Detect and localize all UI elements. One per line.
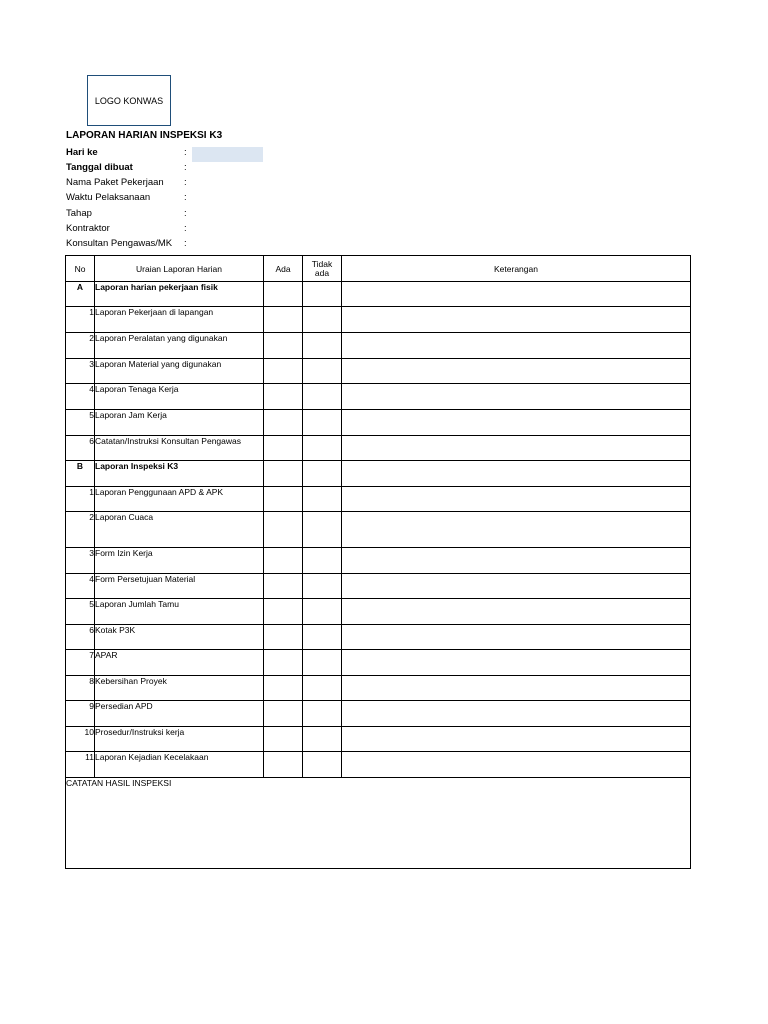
table-row bbox=[66, 436, 691, 461]
row-label: Kebersihan Proyek bbox=[95, 676, 264, 701]
row-label: Form Izin Kerja bbox=[95, 548, 264, 574]
keterangan-cell[interactable] bbox=[342, 436, 691, 461]
ada-cell[interactable] bbox=[264, 333, 303, 359]
header-tidak-line1: Tidak bbox=[311, 258, 333, 269]
row-no: 1 bbox=[66, 487, 95, 512]
keterangan-cell[interactable] bbox=[342, 650, 691, 676]
row-no: 2 bbox=[66, 512, 95, 548]
tidak-ada-cell[interactable] bbox=[303, 727, 342, 752]
table-row bbox=[66, 487, 691, 512]
row-no: 3 bbox=[66, 548, 95, 574]
table-row bbox=[66, 307, 691, 333]
tidak-ada-cell[interactable] bbox=[303, 487, 342, 512]
keterangan-cell[interactable] bbox=[342, 461, 691, 487]
ada-cell[interactable] bbox=[264, 701, 303, 727]
row-no: 7 bbox=[66, 650, 95, 676]
row-label: Laporan Inspeksi K3 bbox=[95, 461, 264, 487]
field-label-hari-ke: Hari ke bbox=[66, 147, 98, 158]
tidak-ada-cell[interactable] bbox=[303, 701, 342, 727]
table-row bbox=[66, 410, 691, 436]
row-no: 11 bbox=[66, 752, 95, 778]
header-no: No bbox=[66, 256, 95, 282]
ada-cell[interactable] bbox=[264, 625, 303, 650]
ada-cell[interactable] bbox=[264, 650, 303, 676]
table-row bbox=[66, 752, 691, 778]
row-no: 3 bbox=[66, 359, 95, 384]
report-title: LAPORAN HARIAN INSPEKSI K3 bbox=[66, 130, 223, 141]
table-row bbox=[66, 574, 691, 599]
row-no: 5 bbox=[66, 599, 95, 625]
row-label: Prosedur/Instruksi kerja bbox=[95, 727, 264, 752]
field-label-kontraktor: Kontraktor bbox=[66, 223, 110, 234]
tidak-ada-cell[interactable] bbox=[303, 333, 342, 359]
logo-text: LOGO KONWAS bbox=[94, 95, 164, 106]
row-no: 4 bbox=[66, 384, 95, 410]
row-label: Catatan/Instruksi Konsultan Pengawas bbox=[95, 436, 264, 461]
field-colon: : bbox=[184, 162, 187, 173]
ada-cell[interactable] bbox=[264, 548, 303, 574]
tidak-ada-cell[interactable] bbox=[303, 574, 342, 599]
ada-cell[interactable] bbox=[264, 384, 303, 410]
table-row bbox=[66, 548, 691, 574]
row-label: Laporan Tenaga Kerja bbox=[95, 384, 264, 410]
header-tidak-line2: ada bbox=[314, 267, 330, 278]
ada-cell[interactable] bbox=[264, 752, 303, 778]
field-colon: : bbox=[184, 192, 187, 203]
field-label-waktu-pelaksanaan: Waktu Pelaksanaan bbox=[66, 192, 151, 203]
ada-cell[interactable] bbox=[264, 574, 303, 599]
keterangan-cell[interactable] bbox=[342, 282, 691, 307]
notes-cell[interactable] bbox=[66, 778, 691, 869]
row-label: APAR bbox=[95, 650, 264, 676]
header-tidak-ada bbox=[303, 256, 342, 282]
field-colon: : bbox=[184, 177, 187, 188]
row-no: 1 bbox=[66, 307, 95, 333]
tidak-ada-cell[interactable] bbox=[303, 625, 342, 650]
ada-cell[interactable] bbox=[264, 436, 303, 461]
ada-cell[interactable] bbox=[264, 307, 303, 333]
tidak-ada-cell[interactable] bbox=[303, 436, 342, 461]
keterangan-cell[interactable] bbox=[342, 676, 691, 701]
row-label: Laporan Jam Kerja bbox=[95, 410, 264, 436]
keterangan-cell[interactable] bbox=[342, 512, 691, 548]
header-ada: Ada bbox=[264, 256, 303, 282]
keterangan-cell[interactable] bbox=[342, 727, 691, 752]
ada-cell[interactable] bbox=[264, 676, 303, 701]
notes-label: CATATAN HASIL INSPEKSI bbox=[66, 778, 172, 788]
keterangan-cell[interactable] bbox=[342, 701, 691, 727]
tidak-ada-cell[interactable] bbox=[303, 307, 342, 333]
tidak-ada-cell[interactable] bbox=[303, 410, 342, 436]
row-label: Laporan Kejadian Kecelakaan bbox=[95, 752, 264, 778]
table-row bbox=[66, 650, 691, 676]
ada-cell[interactable] bbox=[264, 599, 303, 625]
row-no: 9 bbox=[66, 701, 95, 727]
field-label-tanggal-dibuat: Tanggal dibuat bbox=[66, 162, 133, 173]
row-no: 6 bbox=[66, 625, 95, 650]
table-row bbox=[66, 701, 691, 727]
notes-row bbox=[66, 778, 691, 869]
hari-ke-input-cell[interactable] bbox=[192, 147, 263, 162]
tidak-ada-cell[interactable] bbox=[303, 752, 342, 778]
tidak-ada-cell[interactable] bbox=[303, 599, 342, 625]
tidak-ada-cell[interactable] bbox=[303, 282, 342, 307]
row-label: Laporan Jumlah Tamu bbox=[95, 599, 264, 625]
ada-cell[interactable] bbox=[264, 487, 303, 512]
header-keterangan: Keterangan bbox=[342, 256, 691, 282]
keterangan-cell[interactable] bbox=[342, 548, 691, 574]
keterangan-cell[interactable] bbox=[342, 599, 691, 625]
tidak-ada-cell[interactable] bbox=[303, 512, 342, 548]
ada-cell[interactable] bbox=[264, 512, 303, 548]
field-label-tahap: Tahap bbox=[66, 208, 92, 219]
tidak-ada-cell[interactable] bbox=[303, 461, 342, 487]
ada-cell[interactable] bbox=[264, 359, 303, 384]
field-colon: : bbox=[184, 223, 187, 234]
row-label: Laporan Material yang digunakan bbox=[95, 359, 264, 384]
keterangan-cell[interactable] bbox=[342, 333, 691, 359]
keterangan-cell[interactable] bbox=[342, 359, 691, 384]
table-row bbox=[66, 625, 691, 650]
logo-placeholder bbox=[87, 75, 171, 126]
ada-cell[interactable] bbox=[264, 282, 303, 307]
table-row bbox=[66, 727, 691, 752]
row-no: B bbox=[66, 461, 95, 487]
table-row bbox=[66, 333, 691, 359]
tidak-ada-cell[interactable] bbox=[303, 676, 342, 701]
field-label-konsultan: Konsultan Pengawas/MK bbox=[66, 238, 173, 249]
row-label: Form Persetujuan Material bbox=[95, 574, 264, 599]
keterangan-cell[interactable] bbox=[342, 487, 691, 512]
table-row bbox=[66, 384, 691, 410]
ada-cell[interactable] bbox=[264, 461, 303, 487]
tidak-ada-cell[interactable] bbox=[303, 384, 342, 410]
field-colon: : bbox=[184, 208, 187, 219]
ada-cell[interactable] bbox=[264, 727, 303, 752]
tidak-ada-cell[interactable] bbox=[303, 650, 342, 676]
row-label: Laporan Cuaca bbox=[95, 512, 264, 548]
table-row bbox=[66, 359, 691, 384]
keterangan-cell[interactable] bbox=[342, 410, 691, 436]
tidak-ada-cell[interactable] bbox=[303, 548, 342, 574]
row-label: Laporan harian pekerjaan fisik bbox=[95, 282, 264, 307]
row-label: Laporan Pekerjaan di lapangan bbox=[95, 307, 264, 333]
report-table bbox=[65, 255, 691, 869]
field-label-nama-paket: Nama Paket Pekerjaan bbox=[66, 177, 164, 188]
row-no: 2 bbox=[66, 333, 95, 359]
row-label: Laporan Peralatan yang digunakan bbox=[95, 333, 264, 359]
table-row bbox=[66, 461, 691, 487]
row-label: Laporan Penggunaan APD & APK bbox=[95, 487, 264, 512]
table-row bbox=[66, 599, 691, 625]
row-no: 10 bbox=[66, 727, 95, 752]
field-colon: : bbox=[184, 147, 187, 158]
keterangan-cell[interactable] bbox=[342, 752, 691, 778]
keterangan-cell[interactable] bbox=[342, 384, 691, 410]
table-header-row bbox=[66, 256, 691, 282]
keterangan-cell[interactable] bbox=[342, 574, 691, 599]
row-no: 4 bbox=[66, 574, 95, 599]
row-no: 5 bbox=[66, 410, 95, 436]
keterangan-cell[interactable] bbox=[342, 625, 691, 650]
row-label: Persedian APD bbox=[95, 701, 264, 727]
ada-cell[interactable] bbox=[264, 410, 303, 436]
keterangan-cell[interactable] bbox=[342, 307, 691, 333]
row-no: 6 bbox=[66, 436, 95, 461]
header-uraian: Uraian Laporan Harian bbox=[95, 256, 264, 282]
table-row bbox=[66, 282, 691, 307]
table-row bbox=[66, 512, 691, 548]
field-colon: : bbox=[184, 238, 187, 249]
row-label: Kotak P3K bbox=[95, 625, 264, 650]
table-row bbox=[66, 676, 691, 701]
tidak-ada-cell[interactable] bbox=[303, 359, 342, 384]
row-no: A bbox=[66, 282, 95, 307]
row-no: 8 bbox=[66, 676, 95, 701]
